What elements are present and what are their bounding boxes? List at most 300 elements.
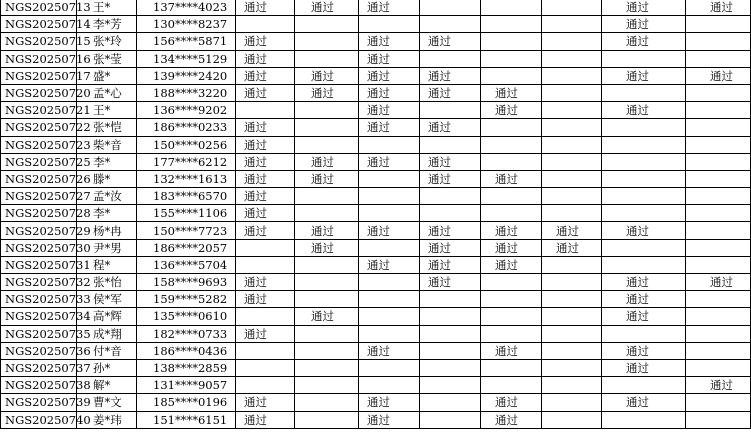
- status-cell: 通过: [481, 411, 542, 428]
- status-cell: [420, 291, 481, 308]
- applicant-name-cell: 侯*军: [77, 291, 137, 308]
- status-cell: [420, 205, 481, 222]
- phone-cell: 130****8237: [137, 16, 236, 33]
- status-cell: [481, 67, 542, 84]
- phone-cell: 159****5282: [137, 291, 236, 308]
- status-cell: 通过: [295, 170, 359, 187]
- status-cell: [481, 274, 542, 291]
- status-cell: [236, 256, 295, 273]
- status-cell: [542, 119, 602, 136]
- status-cell: [295, 291, 359, 308]
- status-cell: 通过: [602, 274, 686, 291]
- status-cell: [686, 394, 751, 411]
- status-cell: [295, 342, 359, 359]
- status-cell: 通过: [359, 33, 420, 50]
- table-row: [1, 377, 751, 394]
- status-cell: [686, 50, 751, 67]
- status-cell: [686, 119, 751, 136]
- status-cell: 通过: [359, 153, 420, 170]
- status-cell: 通过: [602, 308, 686, 325]
- status-cell: [481, 188, 542, 205]
- applicant-name-cell: 姜*玮: [77, 411, 137, 428]
- status-cell: [420, 377, 481, 394]
- status-cell: 通过: [359, 411, 420, 428]
- status-cell: 通过: [236, 170, 295, 187]
- status-cell: [542, 411, 602, 428]
- status-cell: 通过: [236, 50, 295, 67]
- status-cell: [686, 16, 751, 33]
- table-body: [1, 0, 751, 428]
- applicant-name-cell: 李*: [77, 205, 137, 222]
- status-cell: [420, 188, 481, 205]
- status-cell: 通过: [481, 170, 542, 187]
- status-cell: [542, 136, 602, 153]
- status-cell: 通过: [481, 256, 542, 273]
- applicant-id-cell: NGS20250725: [1, 153, 77, 170]
- status-cell: [686, 411, 751, 428]
- status-cell: [236, 342, 295, 359]
- status-cell: [295, 16, 359, 33]
- status-cell: [481, 205, 542, 222]
- applicant-id-cell: NGS20250714: [1, 16, 77, 33]
- status-cell: [602, 205, 686, 222]
- phone-cell: 186****2057: [137, 239, 236, 256]
- status-cell: [295, 325, 359, 342]
- status-cell: 通过: [236, 84, 295, 101]
- phone-cell: 134****5129: [137, 50, 236, 67]
- phone-cell: 138****2859: [137, 359, 236, 376]
- applicant-id-cell: NGS20250731: [1, 256, 77, 273]
- status-cell: [542, 102, 602, 119]
- status-cell: 通过: [236, 33, 295, 50]
- applicant-id-cell: NGS20250715: [1, 33, 77, 50]
- applicant-id-cell: NGS20250727: [1, 188, 77, 205]
- status-cell: 通过: [602, 0, 686, 16]
- status-cell: 通过: [481, 102, 542, 119]
- table-row: [1, 67, 751, 84]
- status-cell: 通过: [295, 67, 359, 84]
- status-cell: [686, 188, 751, 205]
- applicant-name-cell: 成*翔: [77, 325, 137, 342]
- table-row: [1, 394, 751, 411]
- applicant-id-cell: NGS20250730: [1, 239, 77, 256]
- applicant-name-cell: 李*: [77, 153, 137, 170]
- status-cell: [420, 342, 481, 359]
- applicant-name-cell: 孙*: [77, 359, 137, 376]
- status-cell: 通过: [359, 119, 420, 136]
- status-cell: 通过: [481, 222, 542, 239]
- table-row: [1, 50, 751, 67]
- applicant-name-cell: 孟*心: [77, 84, 137, 101]
- status-cell: [420, 136, 481, 153]
- status-cell: 通过: [481, 84, 542, 101]
- applicant-name-cell: 张*恺: [77, 119, 137, 136]
- status-cell: 通过: [602, 291, 686, 308]
- status-cell: [542, 170, 602, 187]
- status-cell: [542, 67, 602, 84]
- status-cell: 通过: [295, 222, 359, 239]
- status-cell: [542, 256, 602, 273]
- status-cell: 通过: [295, 0, 359, 16]
- table-row: [1, 153, 751, 170]
- phone-cell: 132****1613: [137, 170, 236, 187]
- status-cell: [420, 411, 481, 428]
- status-cell: 通过: [542, 222, 602, 239]
- status-cell: [686, 205, 751, 222]
- status-cell: 通过: [602, 67, 686, 84]
- phone-cell: 131****9057: [137, 377, 236, 394]
- status-cell: [295, 188, 359, 205]
- table-row: [1, 291, 751, 308]
- status-cell: [295, 359, 359, 376]
- status-cell: [686, 84, 751, 101]
- status-cell: [420, 308, 481, 325]
- status-cell: [602, 411, 686, 428]
- status-cell: 通过: [420, 33, 481, 50]
- status-cell: [420, 0, 481, 16]
- phone-cell: 155****1106: [137, 205, 236, 222]
- status-cell: [481, 50, 542, 67]
- status-cell: [542, 274, 602, 291]
- status-cell: 通过: [295, 239, 359, 256]
- applicant-id-cell: NGS20250720: [1, 84, 77, 101]
- phone-cell: 135****0610: [137, 308, 236, 325]
- status-cell: [542, 377, 602, 394]
- status-cell: 通过: [359, 222, 420, 239]
- status-cell: [542, 342, 602, 359]
- status-cell: 通过: [295, 84, 359, 101]
- status-cell: [420, 394, 481, 411]
- status-cell: [686, 239, 751, 256]
- applicant-id-cell: NGS20250729: [1, 222, 77, 239]
- table-row: [1, 188, 751, 205]
- status-cell: 通过: [686, 274, 751, 291]
- status-cell: 通过: [359, 102, 420, 119]
- status-cell: 通过: [359, 394, 420, 411]
- status-cell: [295, 274, 359, 291]
- applicant-name-cell: 高*辉: [77, 308, 137, 325]
- applicant-id-cell: NGS20250713: [1, 0, 77, 16]
- applicant-id-cell: NGS20250716: [1, 50, 77, 67]
- phone-cell: 177****6212: [137, 153, 236, 170]
- phone-cell: 188****3220: [137, 84, 236, 101]
- status-cell: 通过: [236, 394, 295, 411]
- status-cell: [236, 308, 295, 325]
- table-row: [1, 342, 751, 359]
- status-cell: 通过: [236, 0, 295, 16]
- status-cell: [481, 153, 542, 170]
- status-cell: [686, 170, 751, 187]
- applicant-id-cell: NGS20250738: [1, 377, 77, 394]
- status-cell: [359, 136, 420, 153]
- status-cell: [602, 188, 686, 205]
- status-cell: [542, 359, 602, 376]
- status-cell: [359, 170, 420, 187]
- status-cell: [686, 359, 751, 376]
- status-cell: [686, 153, 751, 170]
- status-cell: 通过: [236, 153, 295, 170]
- status-cell: 通过: [359, 84, 420, 101]
- status-cell: [686, 136, 751, 153]
- status-cell: [542, 33, 602, 50]
- status-cell: 通过: [236, 188, 295, 205]
- status-cell: 通过: [420, 170, 481, 187]
- table-row: [1, 0, 751, 16]
- status-cell: [236, 102, 295, 119]
- applicant-name-cell: 盛*: [77, 67, 137, 84]
- table-row: [1, 325, 751, 342]
- applicant-id-cell: NGS20250717: [1, 67, 77, 84]
- status-cell: 通过: [236, 67, 295, 84]
- applicant-id-cell: NGS20250723: [1, 136, 77, 153]
- status-cell: [236, 377, 295, 394]
- applicant-id-cell: NGS20250734: [1, 308, 77, 325]
- status-cell: [481, 325, 542, 342]
- status-cell: [602, 377, 686, 394]
- applicant-id-cell: NGS20250737: [1, 359, 77, 376]
- phone-cell: 151****6151: [137, 411, 236, 428]
- status-cell: [359, 274, 420, 291]
- status-cell: 通过: [602, 394, 686, 411]
- status-cell: [359, 16, 420, 33]
- status-cell: 通过: [420, 222, 481, 239]
- status-cell: 通过: [602, 222, 686, 239]
- status-cell: 通过: [602, 33, 686, 50]
- applicant-id-cell: NGS20250732: [1, 274, 77, 291]
- table-row: [1, 205, 751, 222]
- status-cell: 通过: [295, 153, 359, 170]
- status-cell: 通过: [481, 342, 542, 359]
- status-cell: 通过: [236, 119, 295, 136]
- status-cell: [542, 394, 602, 411]
- status-cell: [481, 33, 542, 50]
- applicant-name-cell: 张*莹: [77, 50, 137, 67]
- status-cell: [542, 188, 602, 205]
- applicant-id-cell: NGS20250722: [1, 119, 77, 136]
- table-row: [1, 308, 751, 325]
- phone-cell: 185****0196: [137, 394, 236, 411]
- table-row: [1, 119, 751, 136]
- table-row: [1, 359, 751, 376]
- table-row: [1, 222, 751, 239]
- status-cell: [481, 291, 542, 308]
- phone-cell: 186****0436: [137, 342, 236, 359]
- status-cell: [295, 119, 359, 136]
- status-cell: [542, 84, 602, 101]
- status-cell: 通过: [236, 325, 295, 342]
- phone-cell: 150****7723: [137, 222, 236, 239]
- status-cell: 通过: [602, 16, 686, 33]
- table-row: [1, 16, 751, 33]
- status-cell: 通过: [359, 256, 420, 273]
- status-cell: 通过: [542, 239, 602, 256]
- status-cell: [686, 308, 751, 325]
- status-cell: 通过: [236, 136, 295, 153]
- status-cell: [359, 377, 420, 394]
- status-cell: [481, 359, 542, 376]
- status-cell: [295, 102, 359, 119]
- status-cell: [481, 136, 542, 153]
- table-row: [1, 239, 751, 256]
- status-cell: [686, 102, 751, 119]
- status-cell: 通过: [602, 342, 686, 359]
- applicant-name-cell: 李*芳: [77, 16, 137, 33]
- applicant-id-cell: NGS20250740: [1, 411, 77, 428]
- status-cell: 通过: [359, 67, 420, 84]
- applicant-name-cell: 王*: [77, 102, 137, 119]
- status-cell: 通过: [686, 377, 751, 394]
- applicant-id-cell: NGS20250739: [1, 394, 77, 411]
- applicant-name-cell: 曹*文: [77, 394, 137, 411]
- table-row: [1, 84, 751, 101]
- applicant-name-cell: 尹*男: [77, 239, 137, 256]
- applicant-id-cell: NGS20250733: [1, 291, 77, 308]
- status-cell: [295, 411, 359, 428]
- applicant-name-cell: 孟*汝: [77, 188, 137, 205]
- status-cell: [295, 394, 359, 411]
- applicant-id-cell: NGS20250721: [1, 102, 77, 119]
- status-cell: [295, 377, 359, 394]
- status-cell: [602, 239, 686, 256]
- status-cell: [359, 291, 420, 308]
- status-cell: [686, 291, 751, 308]
- status-cell: [295, 50, 359, 67]
- applicant-name-cell: 付*音: [77, 342, 137, 359]
- status-cell: 通过: [481, 239, 542, 256]
- status-cell: [686, 325, 751, 342]
- status-cell: [542, 205, 602, 222]
- status-cell: [481, 119, 542, 136]
- status-cell: [481, 16, 542, 33]
- applicant-name-cell: 杨*冉: [77, 222, 137, 239]
- status-cell: [295, 205, 359, 222]
- status-cell: [602, 119, 686, 136]
- applicant-name-cell: 解*: [77, 377, 137, 394]
- status-cell: [236, 359, 295, 376]
- status-cell: 通过: [686, 67, 751, 84]
- phone-cell: 136****9202: [137, 102, 236, 119]
- phone-cell: 150****0256: [137, 136, 236, 153]
- status-cell: 通过: [420, 84, 481, 101]
- status-cell: [602, 84, 686, 101]
- status-cell: 通过: [359, 0, 420, 16]
- applicant-id-cell: NGS20250728: [1, 205, 77, 222]
- table-row: [1, 136, 751, 153]
- status-cell: [359, 308, 420, 325]
- phone-cell: 139****2420: [137, 67, 236, 84]
- applicant-id-cell: NGS20250726: [1, 170, 77, 187]
- status-cell: 通过: [420, 119, 481, 136]
- status-cell: 通过: [420, 256, 481, 273]
- status-cell: [359, 239, 420, 256]
- status-cell: [542, 153, 602, 170]
- applicant-id-cell: NGS20250735: [1, 325, 77, 342]
- status-cell: 通过: [686, 0, 751, 16]
- status-cell: [420, 359, 481, 376]
- applicant-name-cell: 张*玲: [77, 33, 137, 50]
- table-row: [1, 170, 751, 187]
- status-cell: [602, 136, 686, 153]
- phone-cell: 156****5871: [137, 33, 236, 50]
- phone-cell: 158****9693: [137, 274, 236, 291]
- table-row: [1, 256, 751, 273]
- status-cell: 通过: [236, 274, 295, 291]
- status-cell: 通过: [602, 359, 686, 376]
- applicant-name-cell: 柴*音: [77, 136, 137, 153]
- status-cell: 通过: [420, 67, 481, 84]
- table-row: [1, 411, 751, 428]
- status-cell: [359, 205, 420, 222]
- status-cell: 通过: [295, 308, 359, 325]
- status-cell: [686, 33, 751, 50]
- status-cell: 通过: [420, 274, 481, 291]
- status-cell: 通过: [236, 291, 295, 308]
- status-cell: [359, 325, 420, 342]
- status-cell: 通过: [481, 394, 542, 411]
- status-cell: 通过: [602, 102, 686, 119]
- status-cell: 通过: [236, 222, 295, 239]
- status-cell: [295, 256, 359, 273]
- status-cell: [236, 239, 295, 256]
- status-cell: [602, 256, 686, 273]
- applicant-name-cell: 张*怡: [77, 274, 137, 291]
- status-cell: 通过: [359, 342, 420, 359]
- status-cell: [481, 308, 542, 325]
- status-cell: [295, 136, 359, 153]
- status-cell: [481, 0, 542, 16]
- phone-cell: 137****4023: [137, 0, 236, 16]
- status-cell: [420, 325, 481, 342]
- status-cell: [542, 0, 602, 16]
- applicant-name-cell: 滕*: [77, 170, 137, 187]
- status-cell: [602, 50, 686, 67]
- table-row: [1, 33, 751, 50]
- status-cell: [686, 256, 751, 273]
- status-cell: [542, 16, 602, 33]
- status-cell: 通过: [420, 153, 481, 170]
- status-cell: [295, 33, 359, 50]
- status-cell: [359, 359, 420, 376]
- status-cell: [686, 222, 751, 239]
- applicant-id-cell: NGS20250736: [1, 342, 77, 359]
- phone-cell: 136****5704: [137, 256, 236, 273]
- status-cell: [420, 50, 481, 67]
- status-cell: [359, 188, 420, 205]
- phone-cell: 186****0233: [137, 119, 236, 136]
- status-cell: [602, 170, 686, 187]
- status-cell: 通过: [236, 205, 295, 222]
- status-cell: [542, 50, 602, 67]
- status-cell: [686, 342, 751, 359]
- status-cell: 通过: [359, 50, 420, 67]
- status-cell: [542, 308, 602, 325]
- status-cell: [602, 325, 686, 342]
- status-cell: [542, 325, 602, 342]
- table-row: [1, 274, 751, 291]
- status-cell: [602, 153, 686, 170]
- status-cell: 通过: [236, 411, 295, 428]
- phone-cell: 183****6570: [137, 188, 236, 205]
- status-cell: 通过: [420, 239, 481, 256]
- table-row: [1, 102, 751, 119]
- applicant-name-cell: 程*: [77, 256, 137, 273]
- applicant-name-cell: 王*: [77, 0, 137, 16]
- phone-cell: 182****0733: [137, 325, 236, 342]
- status-cell: [420, 102, 481, 119]
- status-cell: [236, 16, 295, 33]
- status-cell: [481, 377, 542, 394]
- status-cell: [542, 291, 602, 308]
